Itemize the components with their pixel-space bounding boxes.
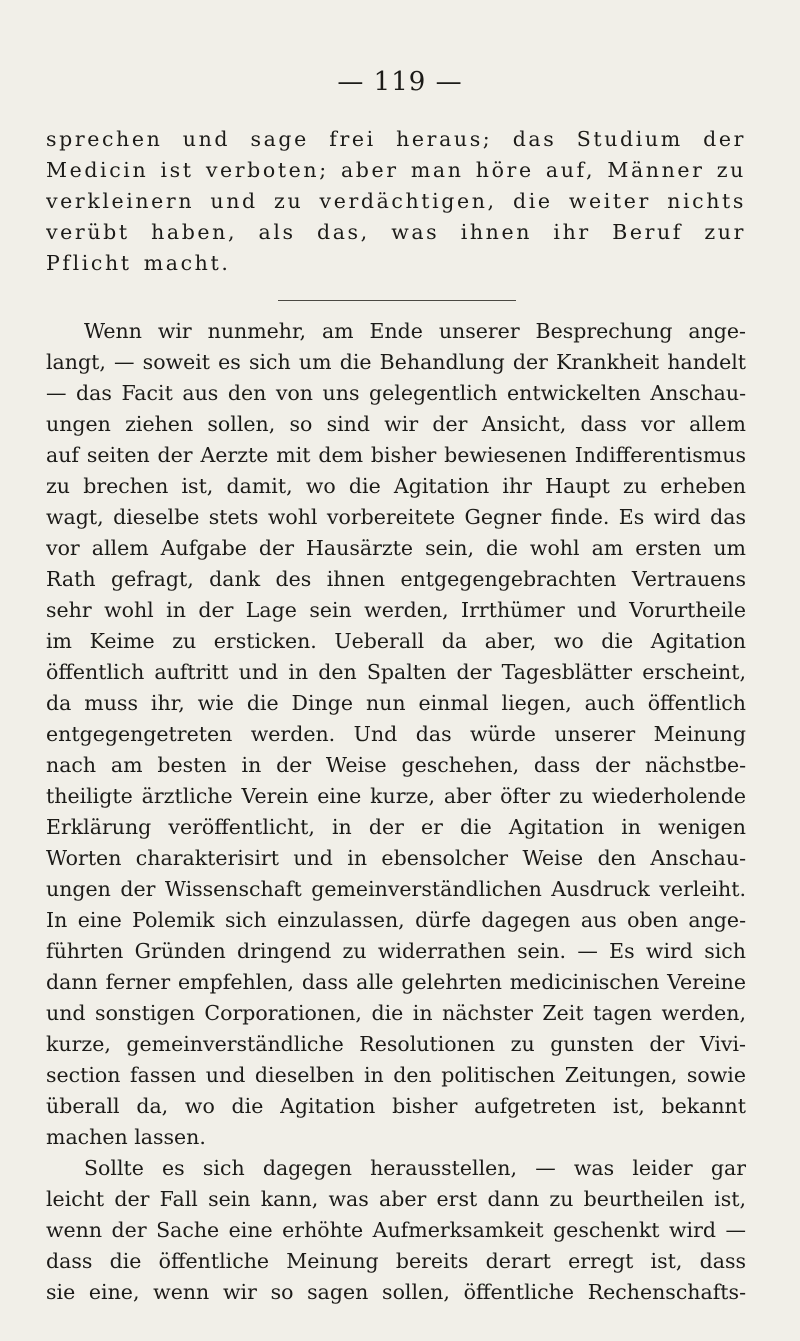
text-line: Pflicht macht. bbox=[46, 251, 231, 275]
text-line: dass die öffentliche Meinung bereits derart erregt ist, dass bbox=[46, 1249, 746, 1273]
text-line: da muss ihr, wie die Dinge nun einmal liegen, auch öffentlich bbox=[46, 691, 746, 715]
text-line: machen lassen. bbox=[46, 1125, 206, 1149]
text-line: nach am besten in der Weise geschehen, dass der nächstbe- bbox=[46, 753, 746, 777]
text-line: kurze, gemeinverständliche Resolutionen zu gunsten der Vivi- bbox=[46, 1032, 746, 1056]
text-line: Medicin ist verboten; aber man höre auf, Männer zu bbox=[46, 158, 746, 182]
text-line: dann ferner empfehlen, dass alle gelehrten medicinischen Vereine bbox=[46, 970, 746, 994]
text-line: theiligte ärztliche Verein eine kurze, aber öfter zu wiederholende bbox=[46, 784, 746, 808]
intro-paragraph bbox=[46, 124, 746, 279]
text-line: führten Gründen dringend zu widerrathen sein. — Es wird sich bbox=[46, 939, 746, 963]
text-line: öffentlich auftritt und in den Spalten der Tagesblätter erscheint, bbox=[46, 660, 746, 684]
page-number: — 119 — bbox=[337, 67, 463, 97]
text-line: überall da, wo die Agitation bisher aufgetreten ist, bekannt bbox=[46, 1094, 746, 1118]
text-line: Rath gefragt, dank des ihnen entgegengebrachten Vertrauens bbox=[46, 567, 746, 591]
paragraph-conclusion bbox=[46, 316, 746, 1153]
text-line: entgegengetreten werden. Und das würde unserer Meinung bbox=[46, 722, 746, 746]
text-line: zu brechen ist, damit, wo die Agitation ihr Haupt zu erheben bbox=[46, 474, 746, 498]
text-line: verübt haben, als das, was ihnen ihr Beruf zur bbox=[46, 220, 746, 244]
paragraph-alternative bbox=[46, 1153, 746, 1308]
text-line: sie eine, wenn wir so sagen sollen, öffentliche Rechenschafts- bbox=[46, 1280, 746, 1304]
text-line: sprechen und sage frei heraus; das Studium der bbox=[46, 127, 746, 151]
text-line: und sonstigen Corporationen, die in nächster Zeit tagen werden, bbox=[46, 1001, 746, 1025]
text-line: im Keime zu ersticken. Ueberall da aber, wo die Agitation bbox=[46, 629, 746, 653]
text-line: — das Facit aus den von uns gelegentlich entwickelten Anschau- bbox=[46, 381, 746, 405]
text-line: auf seiten der Aerzte mit dem bisher bewiesenen Indifferentismus bbox=[46, 443, 746, 467]
text-line: ungen ziehen sollen, so sind wir der Ansicht, dass vor allem bbox=[46, 412, 746, 436]
text-line: Erklärung veröffentlicht, in der er die Agitation in wenigen bbox=[46, 815, 746, 839]
text-line: sehr wohl in der Lage sein werden, Irrthümer und Vorurtheile bbox=[46, 598, 746, 622]
text-line: ungen der Wissenschaft gemeinverständlichen Ausdruck verleiht. bbox=[46, 877, 746, 901]
text-line: wenn der Sache eine erhöhte Aufmerksamkeit geschenkt wird — bbox=[46, 1218, 746, 1242]
text-line: In eine Polemik sich einzulassen, dürfe dagegen aus oben ange- bbox=[46, 908, 746, 932]
text-line: vor allem Aufgabe der Hausärzte sein, die wohl am ersten um bbox=[46, 536, 746, 560]
text-line: Sollte es sich dagegen herausstellen, — was leider gar bbox=[84, 1156, 746, 1180]
section-divider bbox=[278, 300, 516, 301]
text-line: verkleinern und zu verdächtigen, die weiter nichts bbox=[46, 189, 746, 213]
text-line: Wenn wir nunmehr, am Ende unserer Besprechung ange- bbox=[84, 319, 746, 343]
text-line: leicht der Fall sein kann, was aber erst dann zu beurtheilen ist, bbox=[46, 1187, 746, 1211]
text-line: section fassen und dieselben in den politischen Zeitungen, sowie bbox=[46, 1063, 746, 1087]
text-line: langt, — soweit es sich um die Behandlung der Krankheit handelt bbox=[46, 350, 746, 374]
text-line: Worten charakterisirt und in ebensolcher Weise den Anschau- bbox=[46, 846, 746, 870]
text-line: wagt, dieselbe stets wohl vorbereitete Gegner finde. Es wird das bbox=[46, 505, 746, 529]
